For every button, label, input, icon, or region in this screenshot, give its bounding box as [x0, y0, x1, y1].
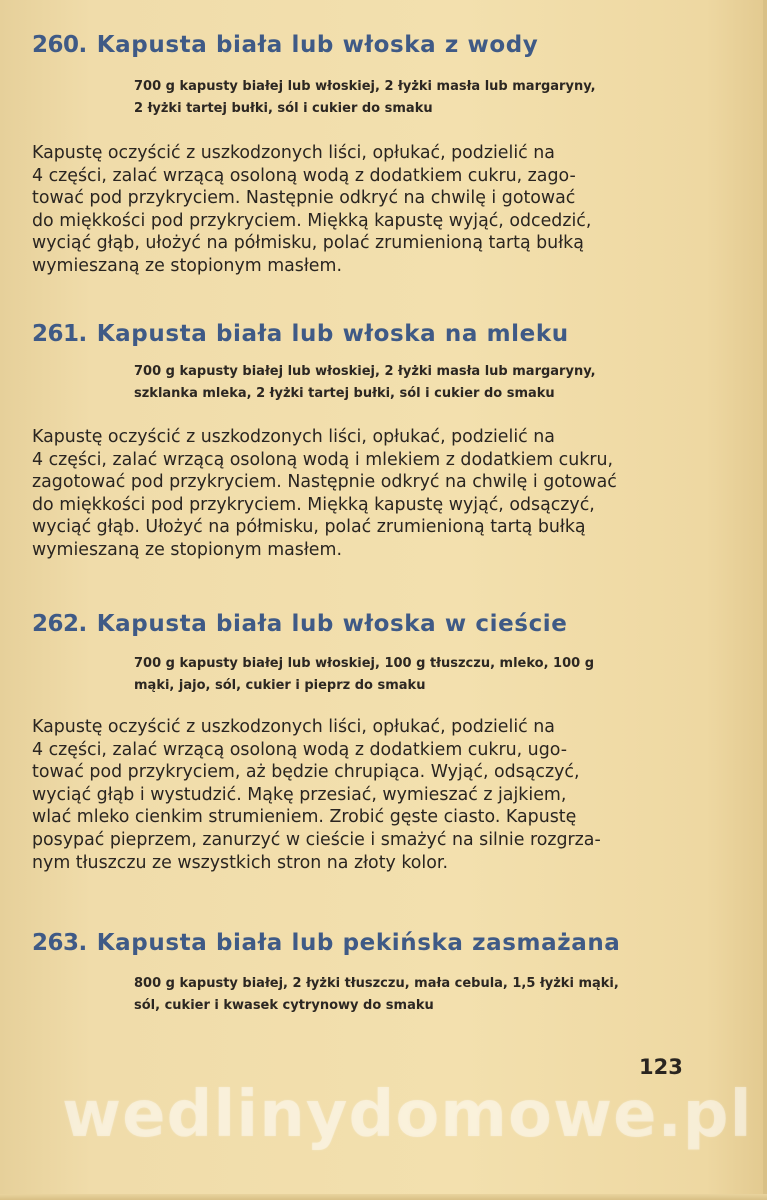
ingredients-line: 700 g kapusty białej lub włoskiej, 100 g tłuszczu, mleko, 100 g: [134, 656, 595, 671]
instruction-line: wyciąć głąb. Ułożyć na półmisku, polać zrumienioną tartą bułką: [32, 517, 586, 538]
instruction-line: 4 części, zalać wrzącą osoloną wodą z dodatkiem cukru, ugo-: [32, 739, 567, 760]
instruction-line: do miękkości pod przykryciem. Miękką kapustę wyjąć, odcedzić,: [32, 210, 592, 231]
watermark: wedlinydomowe.pl: [62, 1078, 753, 1152]
ingredients-list: [134, 361, 694, 405]
instruction-line: Kapustę oczyścić z uszkodzonych liści, opłukać, podzielić na: [32, 717, 555, 737]
recipe-title: [32, 31, 538, 59]
recipe-number: 261.: [32, 321, 87, 347]
instructions: [32, 142, 684, 278]
instructions: [32, 426, 684, 562]
instruction-line: Kapustę oczyścić z uszkodzonych liści, opłukać, podzielić na: [32, 427, 555, 447]
instructions: [32, 716, 684, 874]
instruction-line: wyciąć głąb i wystudzić. Mąkę przesiać, wymieszać z jajkiem,: [32, 784, 567, 805]
recipe-number: 262.: [32, 611, 87, 637]
instruction-line: wyciąć głąb, ułożyć na półmisku, polać zrumienioną tartą bułką: [32, 233, 584, 254]
recipe-name: Kapusta biała lub włoska z wody: [96, 32, 539, 58]
recipe-name: Kapusta biała lub włoska na mleku: [96, 321, 569, 347]
ingredients-line: sól, cukier i kwasek cytrynowy do smaku: [134, 998, 434, 1013]
instruction-line: tować pod przykryciem. Następnie odkryć na chwilę i gotować: [32, 188, 576, 209]
page-number: 123: [639, 1055, 683, 1079]
ingredients-line: 700 g kapusty białej lub włoskiej, 2 łyżki masła lub margaryny,: [134, 364, 596, 379]
ingredients-line: 700 g kapusty białej lub włoskiej, 2 łyżki masła lub margaryny,: [134, 79, 596, 94]
ingredients-line: szklanka mleka, 2 łyżki tartej bułki, sól i cukier do smaku: [134, 386, 555, 401]
recipe-title: [32, 929, 620, 957]
instruction-line: wlać mleko cienkim strumieniem. Zrobić gęste ciasto. Kapustę: [32, 807, 577, 828]
instruction-line: tować pod przykryciem, aż będzie chrupiąca. Wyjąć, odsączyć,: [32, 762, 580, 783]
recipe-title: [32, 610, 567, 638]
instruction-line: posypać pieprzem, zanurzyć w cieście i smażyć na silnie rozgrza-: [32, 829, 601, 850]
instruction-line: 4 części, zalać wrzącą osoloną wodą i mlekiem z dodatkiem cukru,: [32, 449, 614, 470]
ingredients-line: 800 g kapusty białej, 2 łyżki tłuszczu, mała cebula, 1,5 łyżki mąki,: [134, 976, 619, 991]
page-edge-right: [763, 0, 767, 1200]
ingredients-list: [134, 76, 694, 120]
recipe-number: 260.: [32, 32, 87, 58]
ingredients-list: [134, 973, 694, 1017]
instruction-line: Kapustę oczyścić z uszkodzonych liści, opłukać, podzielić na: [32, 143, 555, 163]
recipe-number: 263.: [32, 930, 87, 956]
recipe-name: Kapusta biała lub pekińska zasmażana: [96, 930, 621, 956]
ingredients-list: [134, 653, 694, 697]
recipe-name: Kapusta biała lub włoska w cieście: [96, 611, 568, 637]
instruction-line: wymieszaną ze stopionym masłem.: [32, 539, 342, 560]
page-edge-bottom: [0, 1194, 767, 1200]
instruction-line: do miękkości pod przykryciem. Miękką kapustę wyjąć, odsączyć,: [32, 494, 595, 515]
ingredients-line: 2 łyżki tartej bułki, sól i cukier do smaku: [134, 101, 433, 116]
instruction-line: 4 części, zalać wrzącą osoloną wodą z dodatkiem cukru, zago-: [32, 165, 576, 186]
instruction-line: zagotować pod przykryciem. Następnie odkryć na chwilę i gotować: [32, 472, 617, 493]
instruction-line: wymieszaną ze stopionym masłem.: [32, 255, 342, 276]
instruction-line: nym tłuszczu ze wszystkich stron na złoty kolor.: [32, 852, 448, 873]
recipe-title: [32, 320, 569, 348]
ingredients-line: mąki, jajo, sól, cukier i pieprz do smaku: [134, 678, 426, 693]
